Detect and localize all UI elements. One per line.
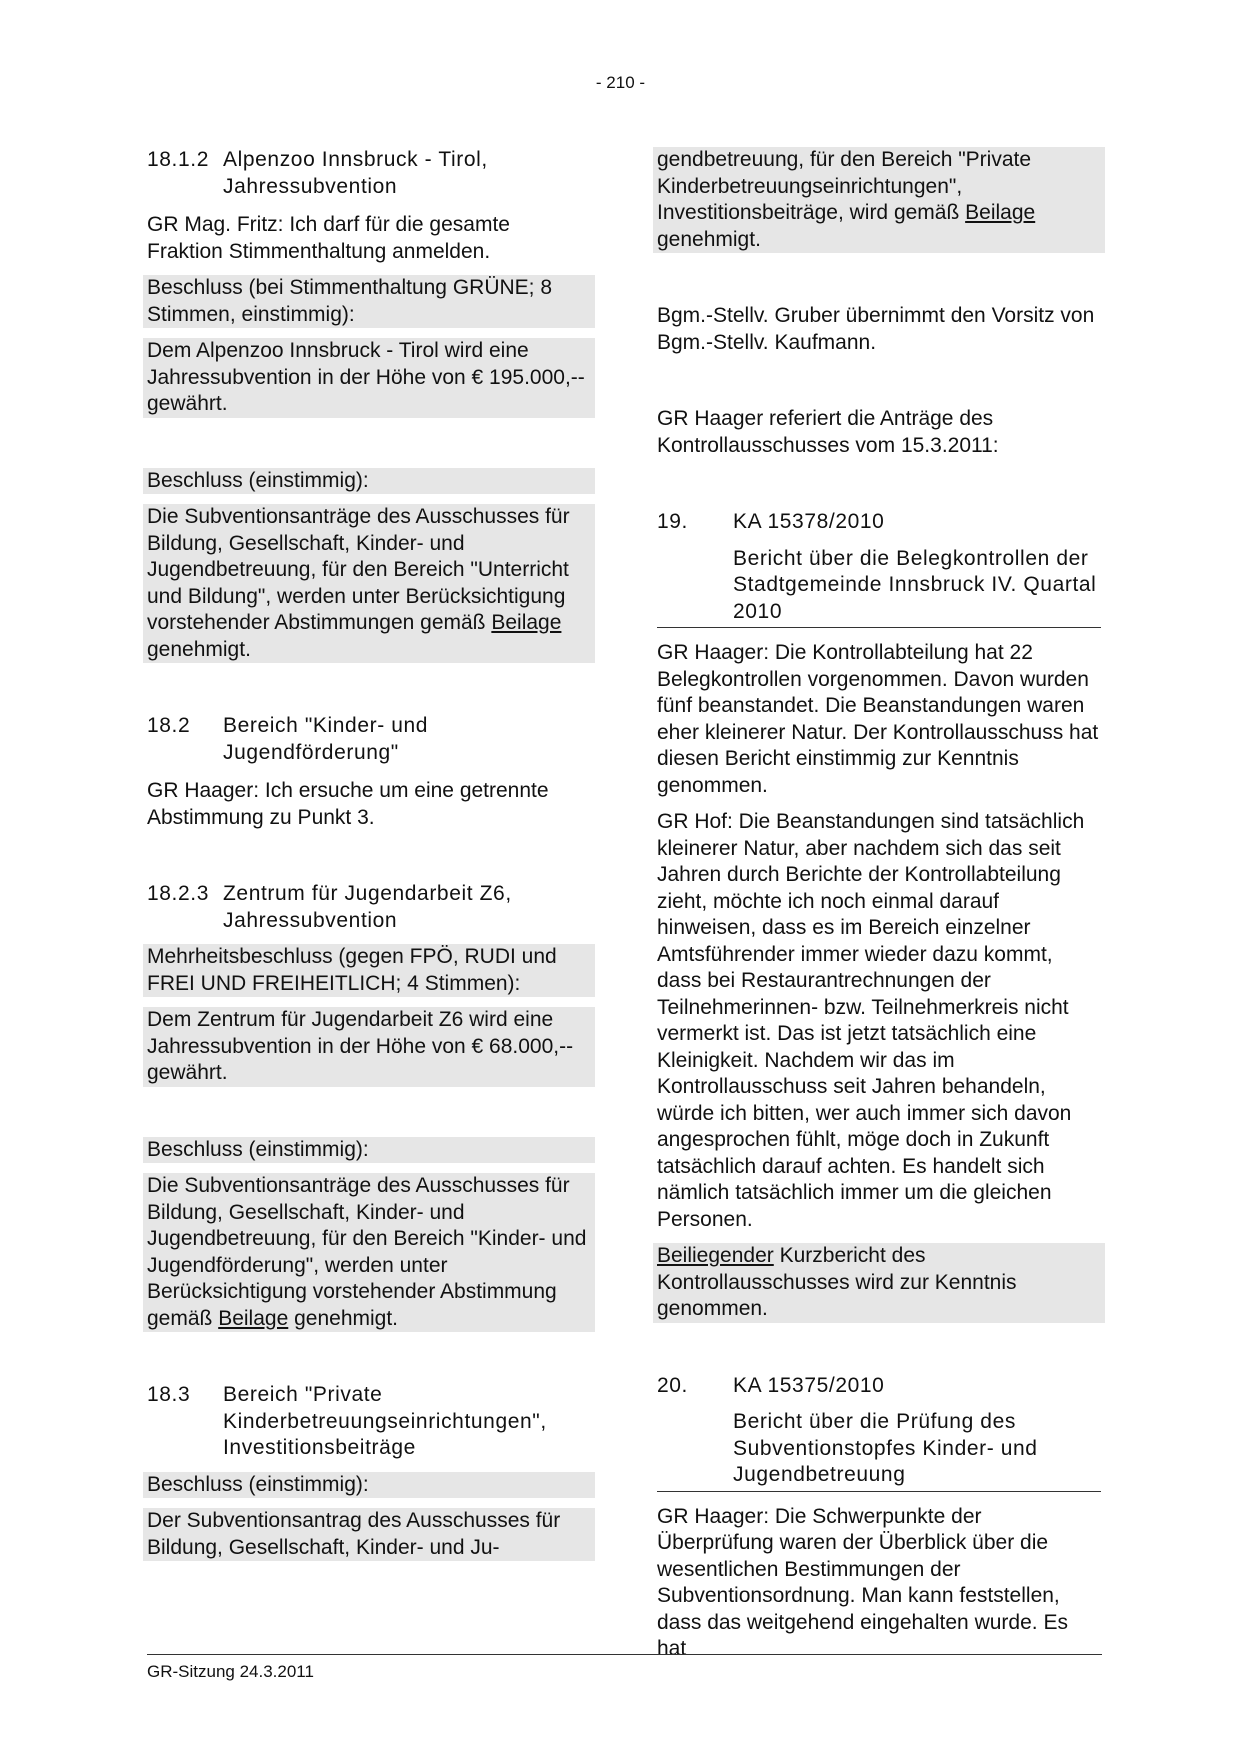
- agenda-code: KA 15375/2010: [733, 1373, 885, 1397]
- section-title: Zentrum für Jugendarbeit Z6, Jahressubvention: [223, 882, 512, 932]
- agenda-title: Bericht über die Belegkontrollen der Stadtgemeinde Innsbruck IV. Quartal 2010: [733, 546, 1097, 623]
- page-number: - 210 -: [595, 73, 646, 92]
- section-heading-18-2-3: [147, 881, 591, 934]
- agenda-code: KA 15378/2010: [733, 510, 885, 533]
- section-number: 18.2.3: [147, 882, 209, 905]
- section-heading-18-2: [147, 713, 591, 766]
- resolution-heading: Beschluss (einstimmig):: [147, 1472, 369, 1496]
- resolution-heading: Beschluss (bei Stimmenthaltung GRÜNE; 8 Stimmen, einstimmig):: [147, 276, 552, 326]
- section-title: Bereich "Private Kinderbetreuungseinrichtungen", Investitionsbeiträge: [223, 1383, 547, 1459]
- footer-divider: [147, 1654, 1102, 1655]
- left-column: [147, 147, 591, 1561]
- resolution-text: Die Subventionsanträge des Ausschusses für Bildung, Gesellschaft, Kinder- und Jugendbetreuung, für den Bereich "Unterricht und Bildung", werden unter Berücksichtigung vorstehender Abstimmungen gemäß Beilage genehmigt.: [147, 505, 570, 661]
- section-number: 18.2: [147, 714, 191, 737]
- resolution-block-4: [143, 1137, 595, 1333]
- agenda-number: 19.: [657, 510, 688, 533]
- section-title: Alpenzoo Innsbruck - Tirol, Jahressubvention: [223, 148, 488, 198]
- agenda-number: 20.: [657, 1373, 688, 1397]
- resolution-text: Dem Zentrum für Jugendarbeit Z6 wird eine Jahressubvention in der Höhe von € 68.000,-- gewährt.: [147, 1008, 574, 1084]
- statement-hof: GR Hof: Die Beanstandungen sind tatsächlich kleinerer Natur, aber nachdem sich das seit Jahren durch Berichte der Kontrollabteilung zieht, möchte ich noch einmal darauf hinweisen, dass es im Bereich einzelner Amtsführender immer wieder dazu kommt, dass bei Restaurantrechnungen der Teilnehmerinnen- bzw. Teilnehmerkreis nicht vermerkt ist. Das ist jetzt tatsächlich eine Kleinigkeit. Nachdem wir das im Kontrollausschuss seit Jahren behandeln, würde ich bitten, wer auch immer sich davon angesprochen fühlt, möge doch in Zukunft tatsächlich darauf achten. Es handelt sich nämlich tatsächlich immer um die gleichen Personen.: [657, 810, 1085, 1231]
- resolution-heading: Mehrheitsbeschluss (gegen FPÖ, RUDI und FREI UND FREIHEITLICH; 4 Stimmen):: [147, 945, 557, 995]
- statement-fritz: GR Mag. Fritz: Ich darf für die gesamte Fraktion Stimmenthaltung anmelden.: [147, 213, 510, 263]
- statement-haager: GR Haager: Die Schwerpunkte der Überprüfung waren der Überblick über die wesentlichen Bestimmungen der Subventionsordnung. Man kann feststellen, dass das weitgehend eingehalten wurde. Es hat: [657, 1504, 1068, 1660]
- statement-haager: GR Haager: Die Kontrollabteilung hat 22 Belegkontrollen vorgenommen. Davon wurden fünf beanstandet. Die Beanstandungen waren eher kleinerer Natur. Der Kontrollausschuss hat diesen Bericht einstimmig zur Kenntnis genommen.: [657, 641, 1099, 797]
- agenda-item-20: [657, 1373, 1101, 1492]
- section-number: 18.1.2: [147, 148, 209, 171]
- resolution-text: Beiliegender Kurzbericht des Kontrollausschusses wird zur Kenntnis genommen.: [657, 1244, 1017, 1320]
- section-number: 18.3: [147, 1383, 191, 1406]
- resolution-heading: Beschluss (einstimmig):: [147, 468, 369, 492]
- beilage-link[interactable]: Beilage: [965, 201, 1036, 224]
- beilage-link[interactable]: Beilage: [218, 1306, 289, 1330]
- section-heading-18-3: [147, 1382, 591, 1462]
- footer-text: GR-Sitzung 24.3.2011: [147, 1662, 314, 1681]
- section-heading-18-1-2: [147, 147, 591, 200]
- beilage-link[interactable]: Beilage: [491, 611, 562, 634]
- resolution-block-5: [143, 1472, 595, 1562]
- resolution-block-5-continued: [653, 147, 1105, 253]
- resolution-block-6: [653, 1243, 1105, 1323]
- resolution-block-1: [143, 275, 595, 418]
- resolution-block-2: [143, 468, 595, 664]
- resolution-heading: Beschluss (einstimmig):: [147, 1137, 369, 1161]
- resolution-text: Der Subventionsantrag des Ausschusses für Bildung, Gesellschaft, Kinder- und Ju-: [147, 1509, 561, 1559]
- statement-haager: GR Haager: Ich ersuche um eine getrennte Abstimmung zu Punkt 3.: [147, 779, 549, 829]
- resolution-text: gendbetreuung, für den Bereich "Private Kinderbetreuungseinrichtungen", Investitionsbeiträge, wird gemäß Beilage genehmigt.: [657, 148, 1036, 251]
- agenda-item-19: [657, 509, 1101, 628]
- report-intro: GR Haager referiert die Anträge des Kontrollausschusses vom 15.3.2011:: [657, 407, 999, 457]
- section-title: Bereich "Kinder- und Jugendförderung": [223, 714, 429, 764]
- chair-change-note: Bgm.-Stellv. Gruber übernimmt den Vorsitz von Bgm.-Stellv. Kaufmann.: [657, 304, 1095, 354]
- resolution-block-3: [143, 944, 595, 1087]
- resolution-text: Die Subventionsanträge des Ausschusses für Bildung, Gesellschaft, Kinder- und Jugendbetreuung, für den Bereich "Kinder- und Jugendförderung", werden unter Berücksichtigung vorstehender Abstimmung gemäß Beilage genehmigt.: [147, 1174, 587, 1330]
- resolution-text: Dem Alpenzoo Innsbruck - Tirol wird eine Jahressubvention in der Höhe von € 195.000,-- gewährt.: [147, 339, 585, 415]
- beiliegender-link[interactable]: Beiliegender: [657, 1244, 774, 1267]
- agenda-title: Bericht über die Prüfung des Subventionstopfes Kinder- und Jugendbetreuung: [733, 1410, 1038, 1486]
- right-column: [657, 147, 1101, 1663]
